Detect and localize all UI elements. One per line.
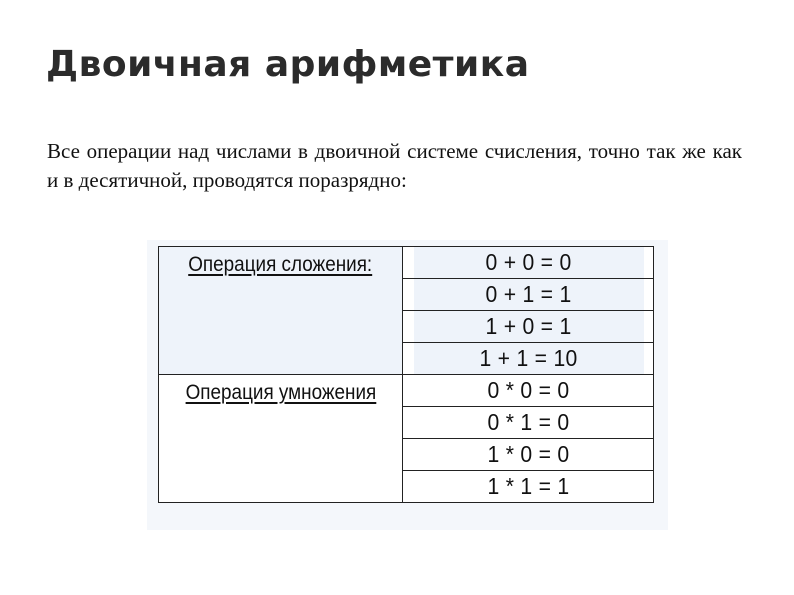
binary-operations-table (158, 246, 654, 503)
slide-body-text: Все операции над числами в двоичной системе счисления, точно так же как и в десятичной, проводятся поразрядно: (47, 139, 742, 192)
multiplication-label: Операция умножения (185, 381, 376, 404)
addition-label-cell (159, 247, 403, 375)
multiplication-row: 0 * 1 = 0 (413, 407, 644, 439)
slide-title: Двоичная арифметика (46, 44, 530, 85)
multiplication-row: 1 * 1 = 1 (413, 471, 644, 503)
addition-row: 1 + 1 = 10 (413, 343, 644, 375)
table-row (159, 247, 654, 279)
addition-row: 1 + 0 = 1 (413, 311, 644, 343)
multiplication-label-cell (159, 375, 403, 503)
addition-row: 0 + 0 = 0 (413, 247, 644, 279)
table-row (159, 375, 654, 407)
multiplication-row: 0 * 0 = 0 (413, 375, 644, 407)
addition-row: 0 + 1 = 1 (413, 279, 644, 311)
addition-label: Операция сложения: (188, 253, 373, 276)
multiplication-row: 1 * 0 = 0 (413, 439, 644, 471)
